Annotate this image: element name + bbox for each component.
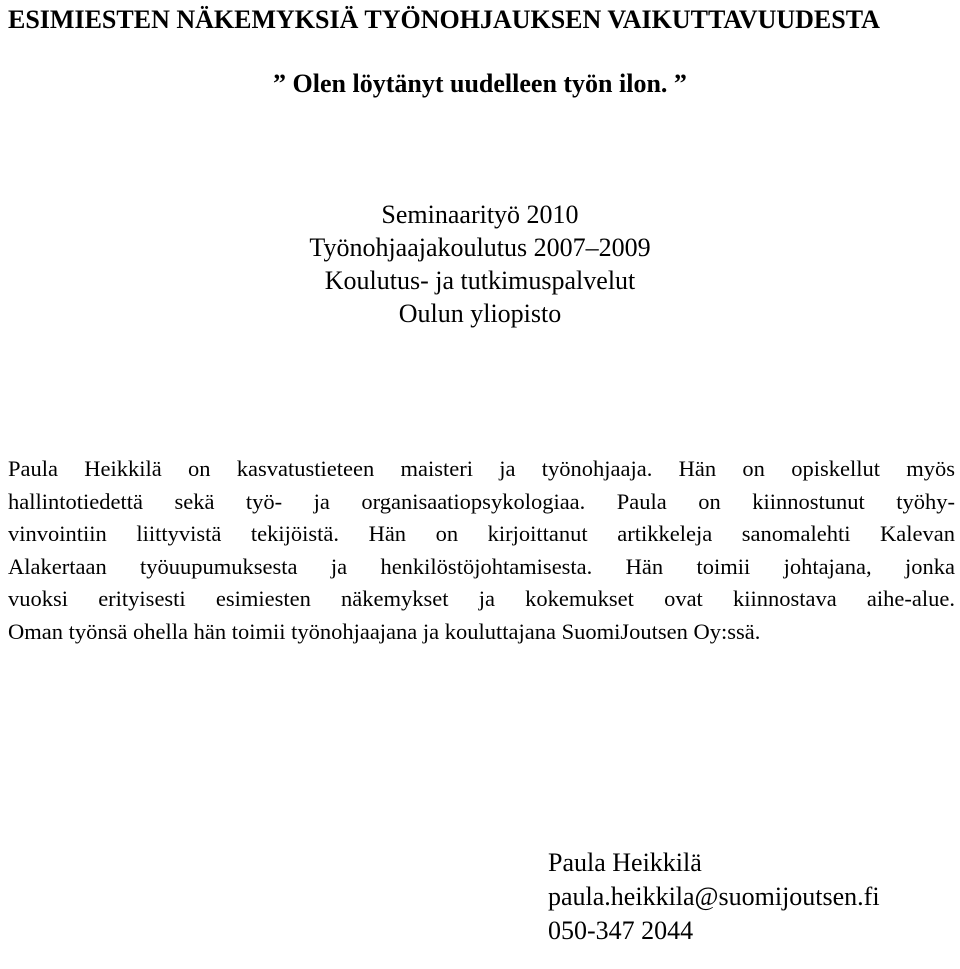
info-department: Koulutus- ja tutkimuspalvelut bbox=[324, 266, 636, 295]
bio-line: hallintotiedettä sekä työ- ja organisaatiopsykologiaa. Paula on kiinnostunut työhy- bbox=[8, 488, 955, 514]
info-university: Oulun yliopisto bbox=[398, 299, 562, 328]
contact-phone: 050-347 2044 bbox=[548, 916, 694, 945]
author-bio-paragraph bbox=[8, 453, 955, 648]
bio-line: Oman työnsä ohella hän toimii työnohjaajana ja kouluttajana SuomiJoutsen Oy:ssä. bbox=[8, 618, 761, 644]
document-subtitle-quote: ” Olen löytänyt uudelleen työn ilon. ” bbox=[273, 69, 687, 98]
contact-name: Paula Heikkilä bbox=[548, 848, 702, 877]
contact-email: paula.heikkila@suomijoutsen.fi bbox=[548, 882, 880, 911]
bio-line: Alakertaan työuupumuksesta ja henkilöstöjohtamisesta. Hän toimii johtajana, jonka bbox=[8, 553, 955, 579]
bio-line: Paula Heikkilä on kasvatustieteen maisteri ja työnohjaaja. Hän on opiskellut myös bbox=[8, 456, 955, 481]
author-contact bbox=[548, 846, 880, 948]
info-seminar-year: Seminaarityö 2010 bbox=[381, 200, 579, 229]
bio-line: vuoksi erityisesti esimiesten näkemykset ja kokemukset ovat kiinnostava aihe-alue. bbox=[8, 586, 955, 611]
info-training-program: Työnohjaajakoulutus 2007–2009 bbox=[309, 233, 651, 262]
publication-info bbox=[0, 198, 960, 330]
bio-line: vinvointiin liittyvistä tekijöistä. Hän on kirjoittanut artikkeleja sanomalehti Kalevan bbox=[8, 521, 955, 546]
document-title: ESIMIESTEN NÄKEMYKSIÄ TYÖNOHJAUKSEN VAIKUTTAVUUDESTA bbox=[8, 5, 880, 34]
